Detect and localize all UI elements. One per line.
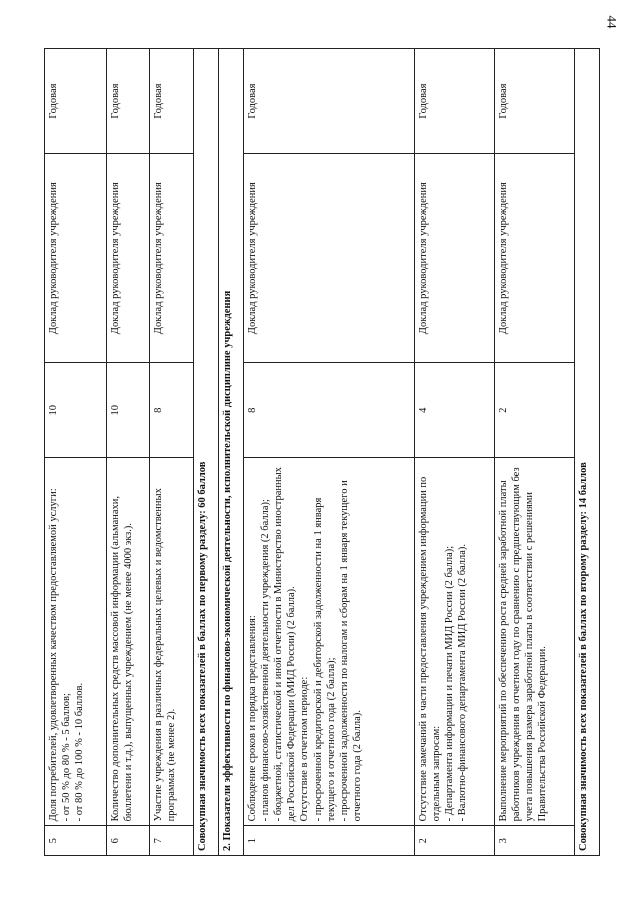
row-source: Доклад руководителя учреждения <box>45 154 107 363</box>
row-score: 2 <box>494 363 574 458</box>
row-source: Доклад руководителя учреждения <box>150 154 193 363</box>
row-period: Годовая <box>106 49 149 154</box>
description-line: - бюджетной, статистической и иной отчетности в Министерство иностранных дел Российской Федерации (МИД России) (2 балла). <box>273 467 298 822</box>
page-number: 44 <box>604 15 620 29</box>
section-1-total: Совокупная значимость всех показателей в баллах по первому разделу: 60 баллов <box>193 49 218 856</box>
row-source: Доклад руководителя учреждения <box>243 154 414 363</box>
row-source: Доклад руководителя учреждения <box>106 154 149 363</box>
row-period: Годовая <box>45 49 107 154</box>
description-line: - от 80 % до 100 % - 10 баллов. <box>74 682 86 822</box>
row-number: 2 <box>414 826 494 856</box>
table-row <box>106 49 149 856</box>
row-number: 5 <box>45 826 107 856</box>
description-line: Количество дополнительных средств массовой информации (альманахи, бюллетени и т.д.), выпущенных учреждением (не менее 4000 экз.). <box>109 495 134 822</box>
table-row <box>45 49 107 856</box>
row-score: 10 <box>106 363 149 458</box>
row-number: 7 <box>150 826 193 856</box>
description-line: - просроченной задолженности по налогам и сборам на 1 января текущего и отчетного года (2 балла). <box>338 480 363 822</box>
row-period: Годовая <box>150 49 193 154</box>
description-line: - планов финансово-хозяйственной деятельности учреждения (2 балла); <box>260 499 271 822</box>
description-line: - просроченной кредиторской и дебиторской задолженности на 1 января текущего и отчетного года (2 балла); <box>312 497 337 822</box>
table-row <box>150 49 193 856</box>
section-2-total: Совокупная значимость всех показателей в баллах по второму разделу: 14 баллов <box>574 49 599 856</box>
description-line: Соблюдение сроков и порядка представления: <box>246 615 258 822</box>
row-number: 1 <box>243 826 414 856</box>
indicators-table <box>44 48 600 856</box>
description-line: Выполнение мероприятий по обеспечению роста средней заработной платы работников учреждения в отчетном году по сравнению с предшествующим без учета повышения размера заработной платы в соответствии с решениями Правительства Российской Федерации. <box>497 467 549 822</box>
description-line: Отсутствие в отчетном периоде: <box>299 676 311 822</box>
row-score: 4 <box>414 363 494 458</box>
section-2-title: 2. Показатели эффективности по финансово-экономической деятельности, исполнительской дисциплине учреждения <box>218 49 243 856</box>
row-description <box>150 458 193 826</box>
row-description <box>494 458 574 826</box>
row-number: 6 <box>106 826 149 856</box>
table-row <box>494 49 574 856</box>
row-description <box>243 458 414 826</box>
row-score: 8 <box>243 363 414 458</box>
row-number: 3 <box>494 826 574 856</box>
description-line: - от 50 % до 80 % - 5 баллов; <box>61 693 73 822</box>
description-line: Доля потребителей, удовлетворенных качеством предоставляемой услуги: <box>48 488 59 822</box>
row-source: Доклад руководителя учреждения <box>494 154 574 363</box>
row-score: 8 <box>150 363 193 458</box>
description-line: - Департамента информации и печати МИД России (2 балла); <box>444 545 456 822</box>
row-source: Доклад руководителя учреждения <box>414 154 494 363</box>
row-score: 10 <box>45 363 107 458</box>
description-line: - Валютно-финансового департамента МИД России (2 балла). <box>457 543 469 822</box>
description-line: Отсутствие замечаний в части предоставления учреждением информации по отдельным запросам: <box>417 476 443 822</box>
description-line: Участие учреждения в различных федеральных целевых и ведомственных программах (не менее 2). <box>153 488 178 822</box>
table-row <box>243 49 414 856</box>
row-description <box>106 458 149 826</box>
row-description <box>45 458 107 826</box>
row-period: Годовая <box>243 49 414 154</box>
row-period: Годовая <box>494 49 574 154</box>
row-period: Годовая <box>414 49 494 154</box>
table-row <box>414 49 494 856</box>
row-description <box>414 458 494 826</box>
rotated-table-container <box>44 48 600 856</box>
